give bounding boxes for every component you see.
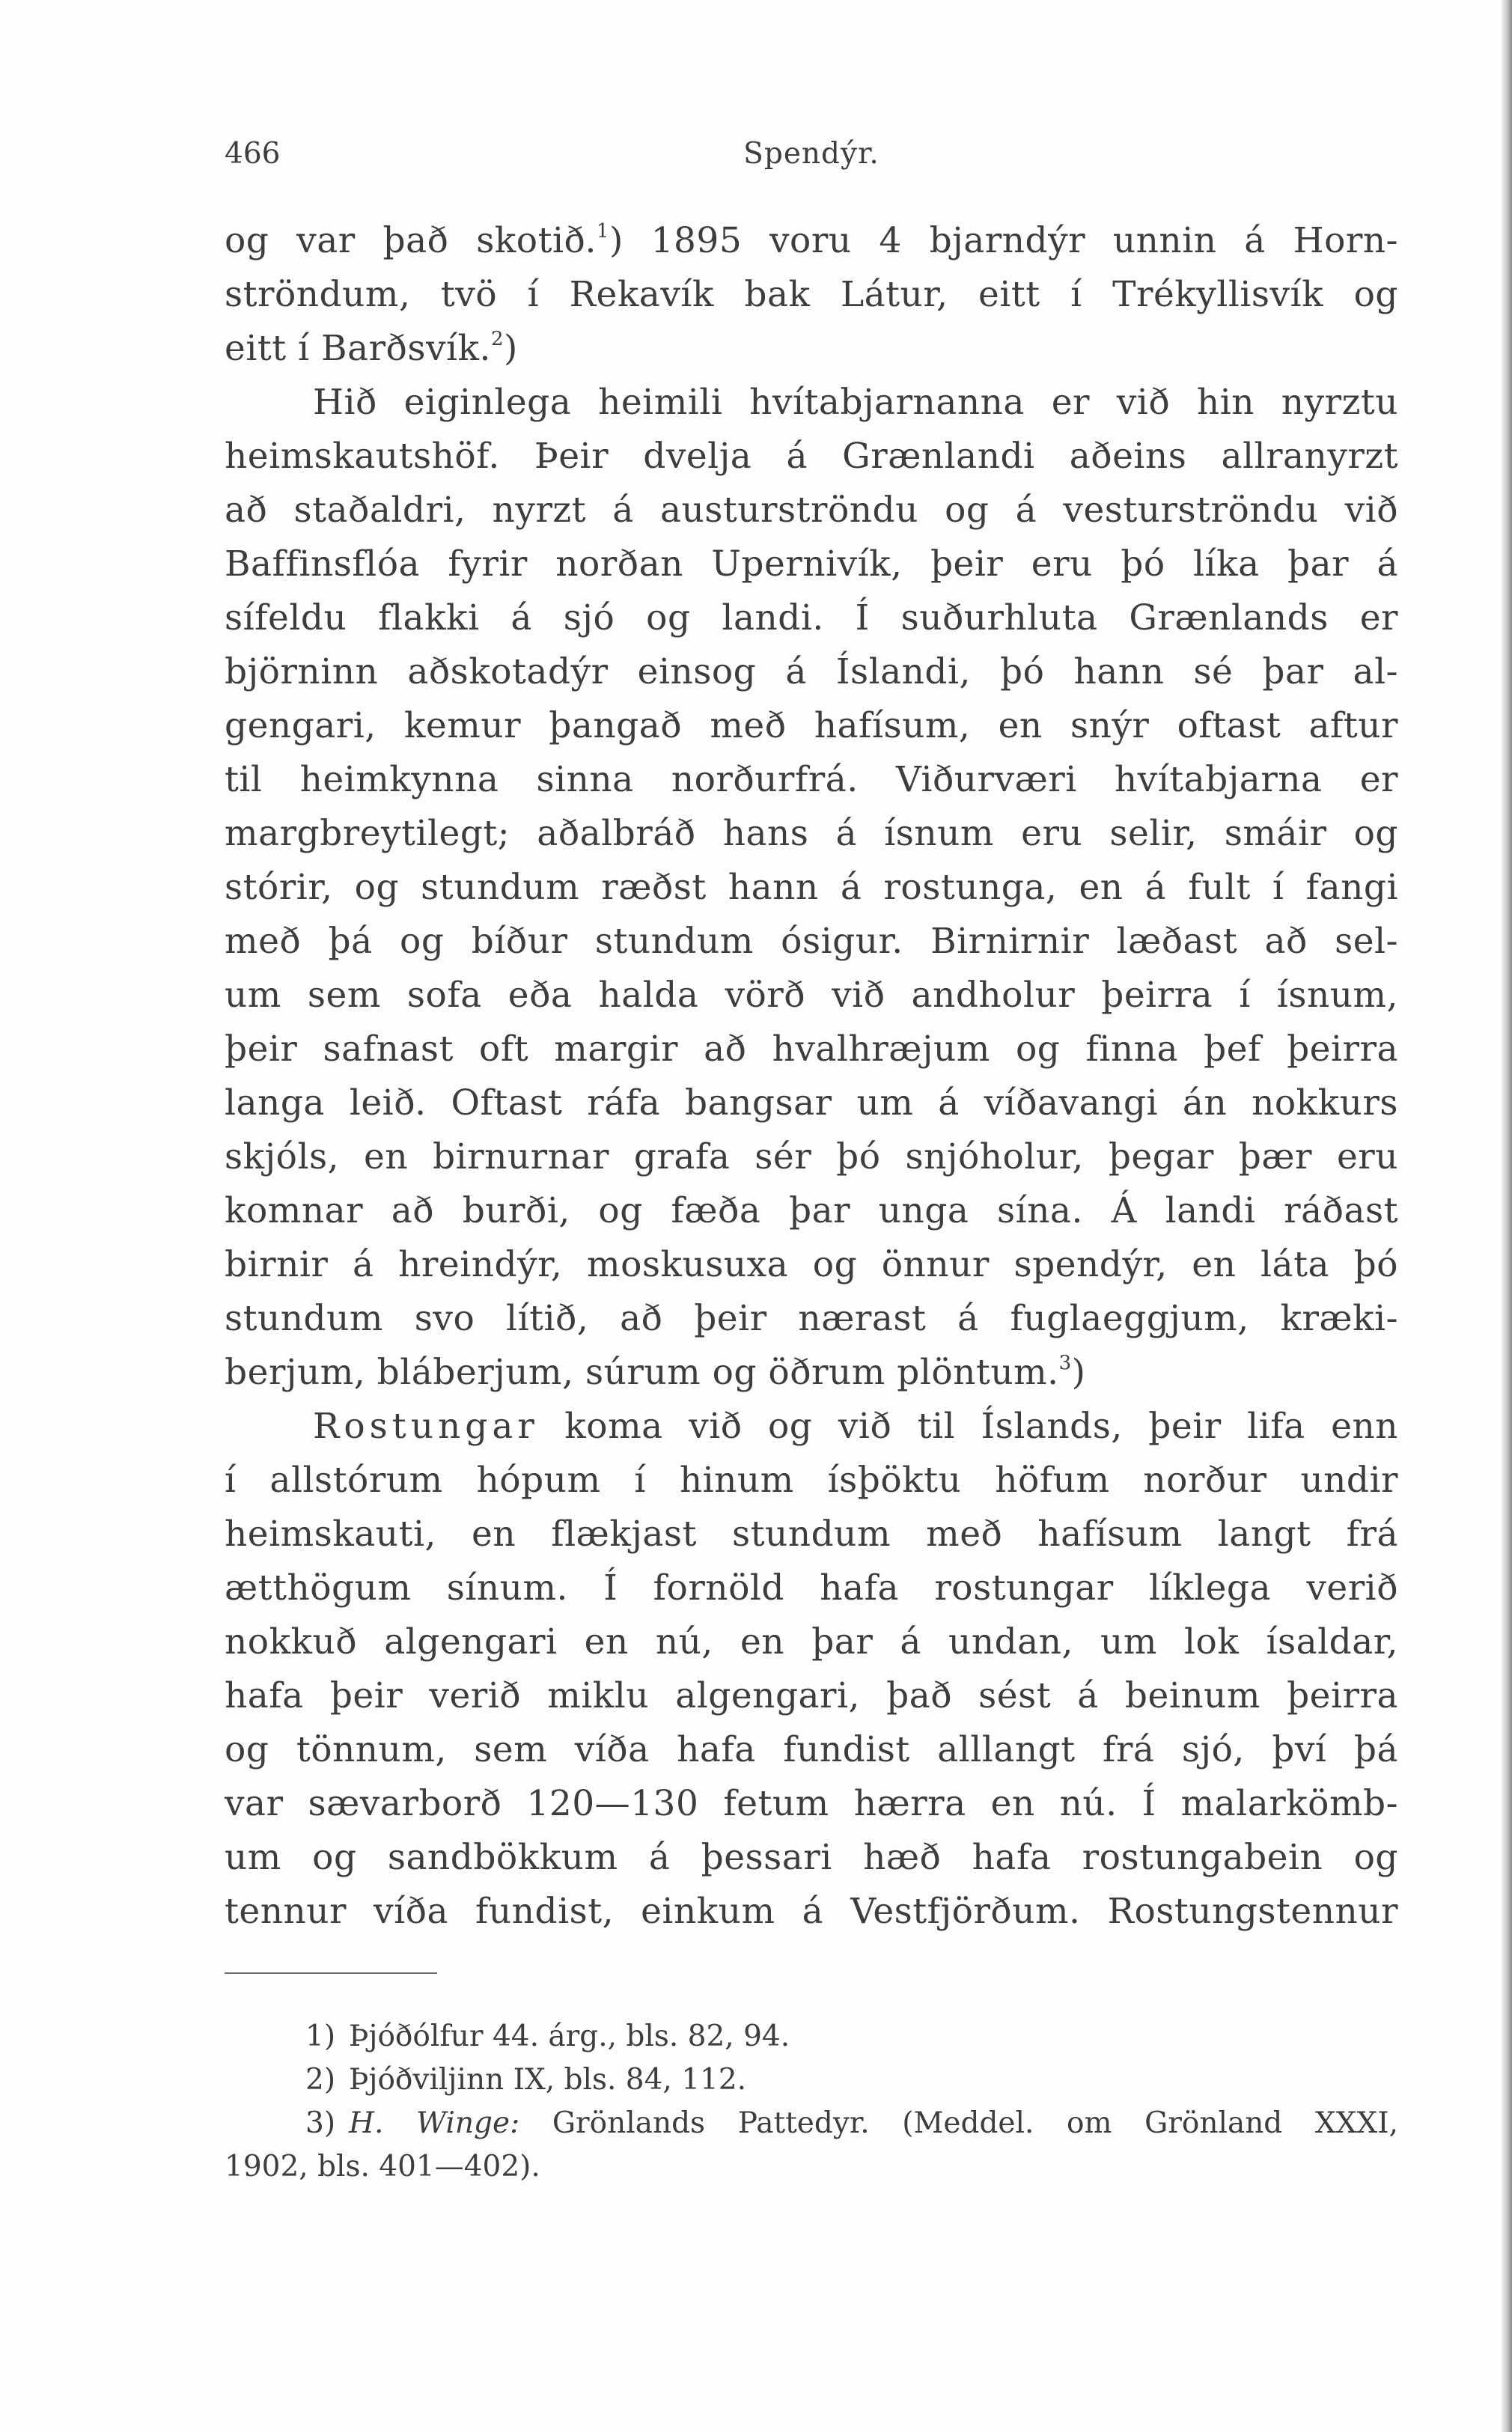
text-line: Rostungar koma við og við til Íslands, þeir lifa enn [313, 1406, 1398, 1447]
page-number: 466 [225, 137, 281, 171]
text-line: í allstórum hópum í hinum ísþöktu höfum norður undir [225, 1460, 1398, 1501]
text-line: ströndum, tvö í Rekavík bak Látur, eitt í Trékyllisvík og [225, 274, 1398, 315]
text-line: stórir, og stundum ræðst hann á rostunga, en á fult í fangi [225, 867, 1398, 908]
text-line: með þá og bíður stundum ósigur. Birnirnir læðast að sel- [225, 921, 1398, 962]
text-line: og tönnum, sem víða hafa fundist alllangt frá sjó, því þá [225, 1729, 1398, 1770]
text-line: margbreytilegt; aðalbráð hans á ísnum eru selir, smáir og [225, 813, 1398, 854]
footnote [225, 2102, 1398, 2145]
text-line: gengari, kemur þangað með hafísum, en snýr oftast aftur [225, 705, 1398, 746]
text-line: eitt í Barðsvík.$^2$) [225, 328, 518, 369]
text-line: sífeldu flakki á sjó og landi. Í suðurhluta Grænlands er [225, 597, 1398, 639]
text-line: var sævarborð 120—130 fetum hærra en nú. Í malarkömb- [225, 1783, 1398, 1824]
text-line: Baffinsflóa fyrir norðan Upernivík, þeir eru þó líka þar á [225, 543, 1398, 585]
footnote-ref: 3 [1058, 1352, 1072, 1374]
running-head: Spendýr. [743, 137, 880, 171]
text-line: björninn aðskotadýr einsog á Íslandi, þó hann sé þar al- [225, 651, 1398, 692]
footnote-author: H. Winge: [349, 2106, 520, 2140]
footnote [225, 2058, 1398, 2102]
text-line: stundum svo lítið, að þeir nærast á fuglaeggjum, kræki- [225, 1298, 1398, 1339]
text-line: komnar að burði, og fæða þar unga sína. Á landi ráðast [225, 1190, 1398, 1231]
footnote-text: Þjóðviljinn IX, bls. 84, 112. [349, 2063, 747, 2097]
footnote-ref: 2 [490, 328, 504, 350]
footnote-mark: 3) [305, 2106, 336, 2140]
footnote-mark: 1) [305, 2020, 336, 2053]
footnote-mark: 2) [305, 2063, 336, 2097]
footnote-ref: 1 [596, 220, 609, 243]
text-line: birnir á hreindýr, moskusuxa og önnur spendýr, en láta þó [225, 1244, 1398, 1285]
text-line: nokkuð algengari en nú, en þar á undan, um lok ísaldar, [225, 1621, 1398, 1663]
text-line: tennur víða fundist, einkum á Vestfjörðum. Rostungstennur [225, 1891, 1398, 1932]
text-line: ætthögum sínum. Í fornöld hafa rostungar líklega verið [225, 1567, 1398, 1609]
page-header [225, 132, 1398, 177]
text-line: langa leið. Oftast ráfa bangsar um á víðavangi án nokkurs [225, 1082, 1398, 1124]
text-line: berjum, bláberjum, súrum og öðrum plöntum.$^3$) [225, 1352, 1086, 1393]
footnote-divider [225, 1972, 437, 1974]
text-line: til heimkynna sinna norðurfrá. Viðurværi hvítabjarna er [225, 759, 1398, 800]
footnote-text: Þjóðólfur 44. árg., bls. 82, 94. [349, 2020, 790, 2053]
text-line: heimskautshöf. Þeir dvelja á Grænlandi aðeins allranyrzt [225, 436, 1398, 477]
footnote [225, 2015, 1398, 2058]
footnote-text: Grönlands Pattedyr. (Meddel. om Grönland XXXI, [552, 2106, 1398, 2140]
footnotes [225, 2015, 1398, 2189]
spaced-heading-word: Rostungar [313, 1406, 539, 1447]
text-line: um og sandbökkum á þessari hæð hafa rostungabein og [225, 1837, 1398, 1878]
text-line: um sem sofa eða halda vörð við andholur þeirra í ísnum, [225, 975, 1398, 1016]
body-text [225, 214, 1398, 1939]
text-line: þeir safnast oft margir að hvalhræjum og finna þef þeirra [225, 1028, 1398, 1070]
text-line: og var það skotið.$^1$) 1895 voru 4 bjarndýr unnin á Horn- [225, 220, 1398, 261]
text-line: skjóls, en birnurnar grafa sér þó snjóholur, þegar þær eru [225, 1136, 1398, 1177]
text-line: Hið eiginlega heimili hvítabjarnanna er við hin nyrztu [313, 382, 1398, 423]
footnote-continuation: 1902, bls. 401—402). [225, 2150, 540, 2183]
text-line: hafa þeir verið miklu algengari, það sést á beinum þeirra [225, 1675, 1398, 1716]
text-line: að staðaldri, nyrzt á austurströndu og á vesturströndu við [225, 490, 1398, 531]
text-line: heimskauti, en flækjast stundum með hafísum langt frá [225, 1514, 1398, 1555]
page-edge [1502, 0, 1512, 2432]
